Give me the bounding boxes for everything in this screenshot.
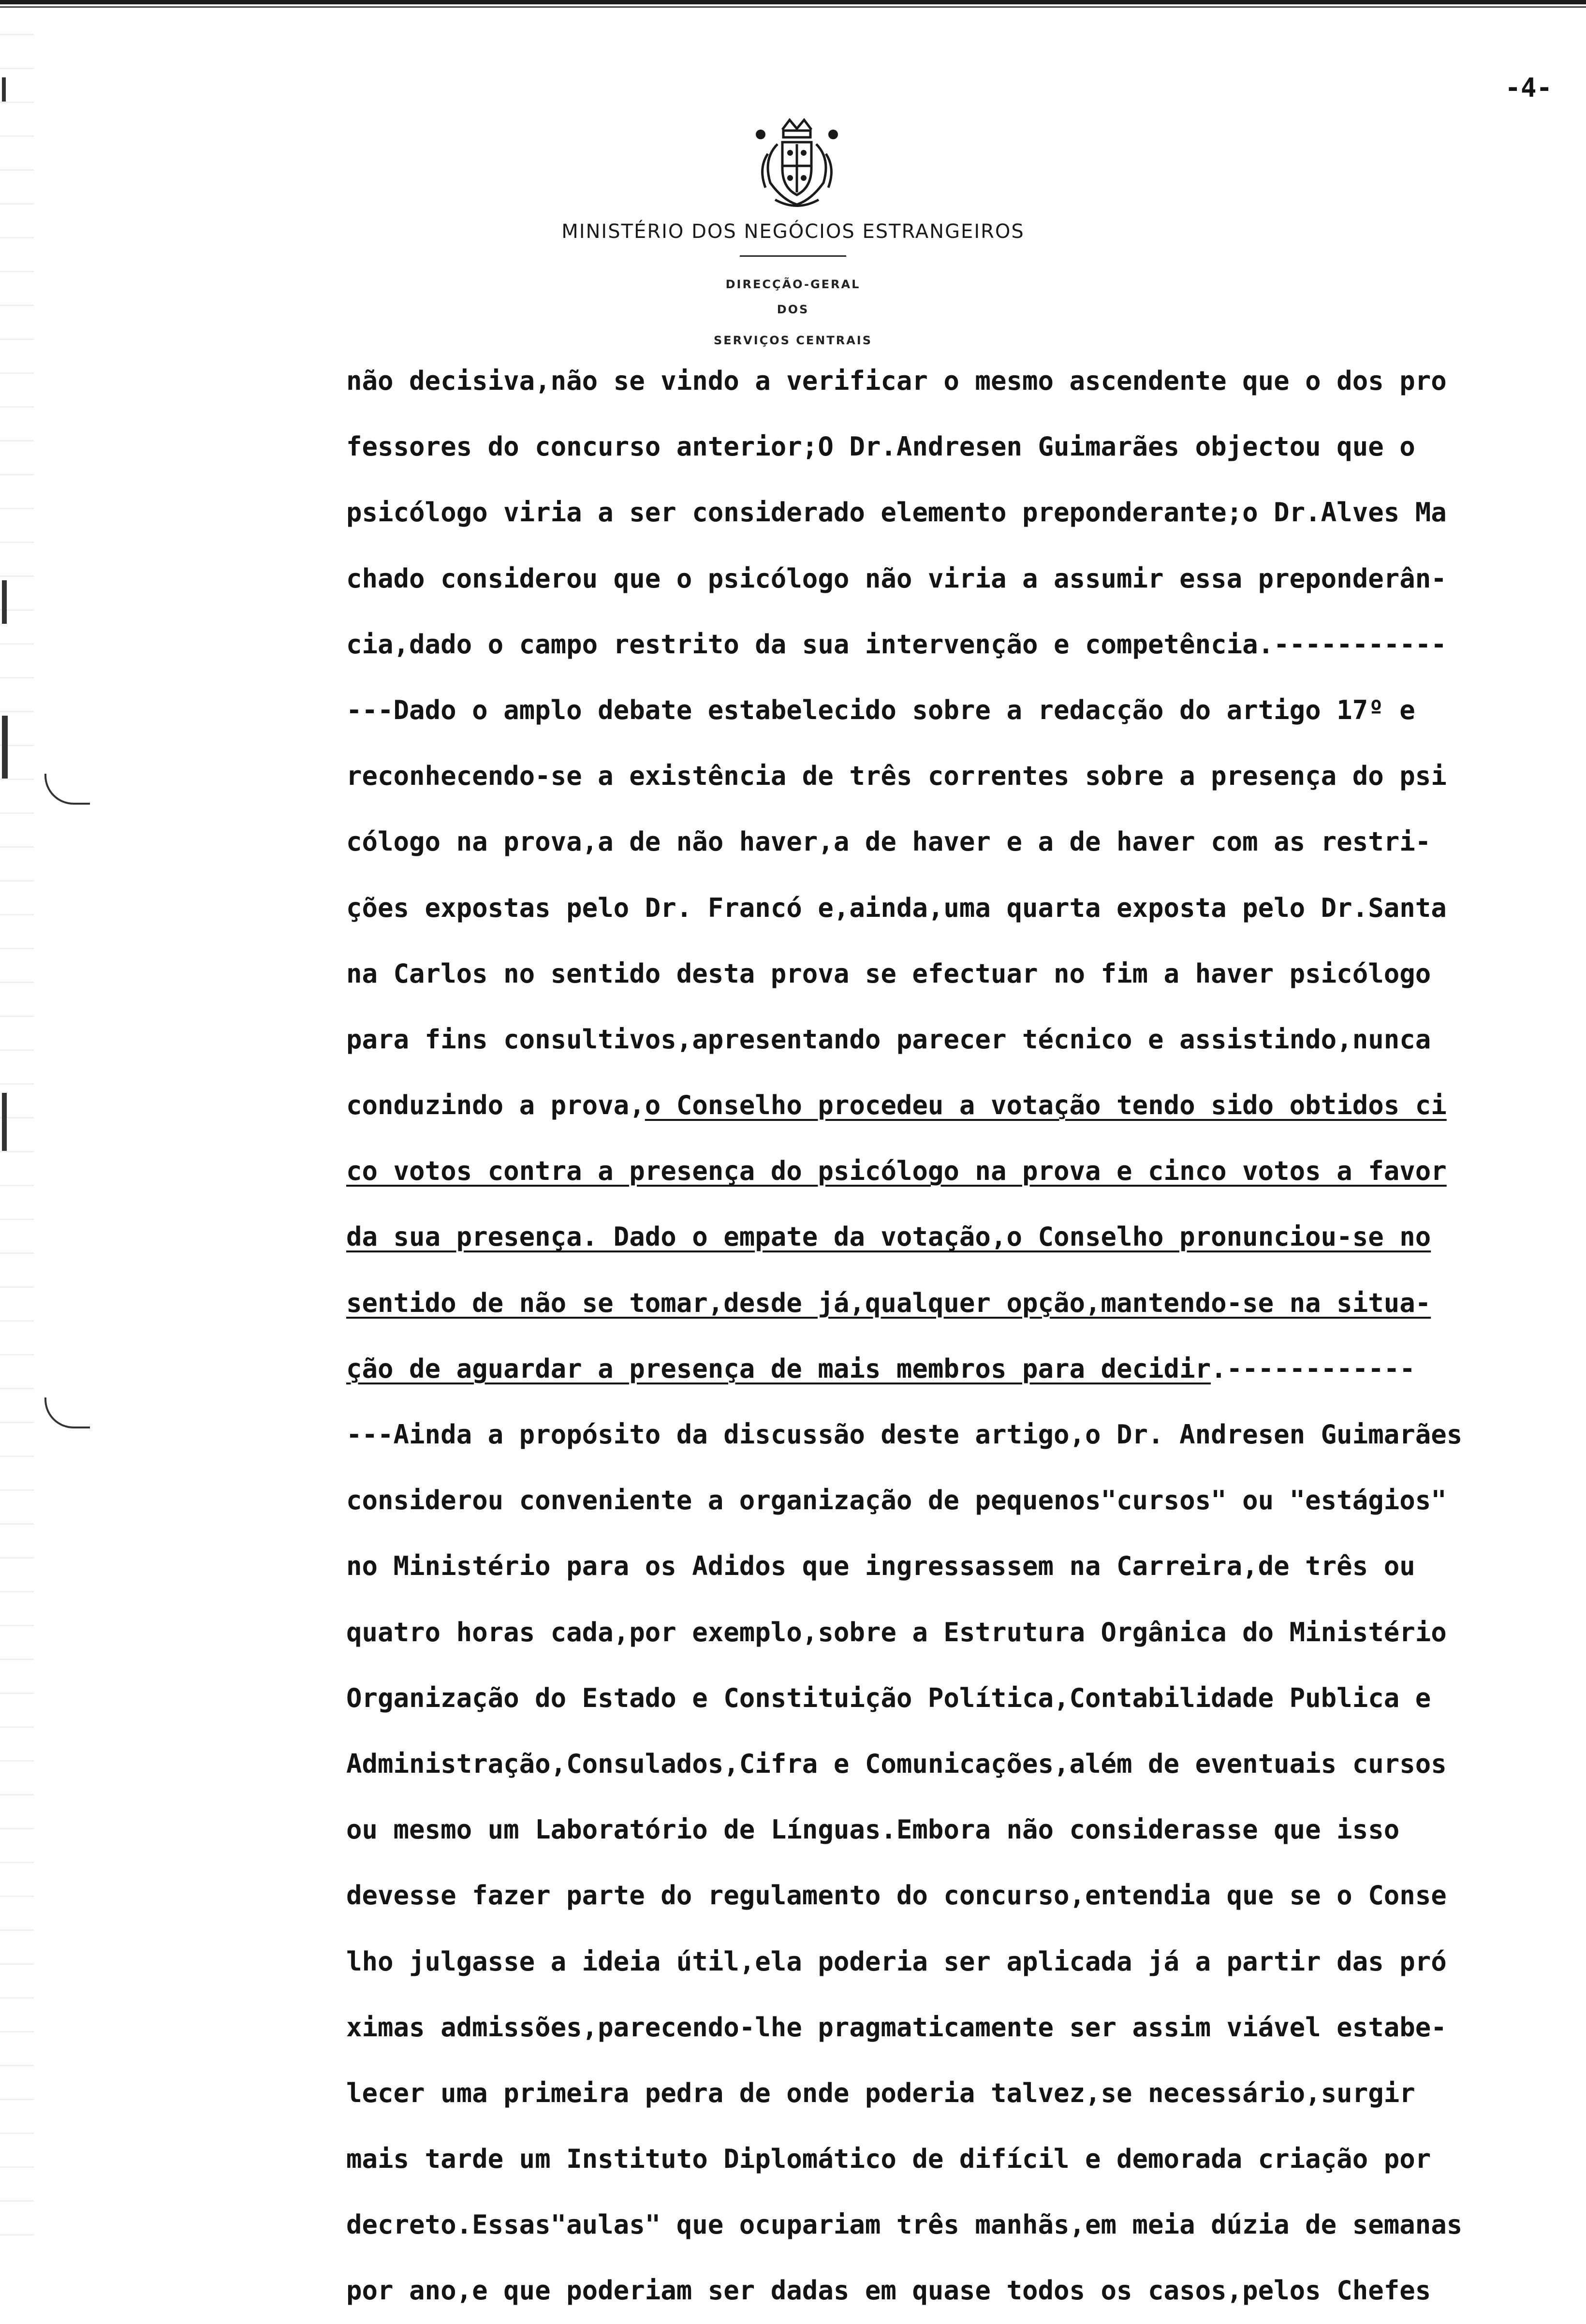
line-text: conduzindo a prova, (346, 1090, 645, 1121)
line-text: ou mesmo um Laboratório de Línguas.Embora não considerasse que isso (346, 1814, 1400, 1845)
text-line (346, 1402, 1584, 1468)
line-text: chado considerou que o psicólogo não viria a assumir essa preponderân- (346, 563, 1447, 594)
line-text: quatro horas cada,por exemplo,sobre a Estrutura Orgânica do Ministério (346, 1617, 1447, 1647)
text-line (346, 743, 1584, 809)
department-line: DIRECÇÃO-GERAL (725, 278, 861, 291)
line-text: .------------ (1211, 1353, 1415, 1384)
line-text: ---Dado o amplo debate estabelecido sobre a redacção do artigo 17º e (346, 694, 1415, 725)
edge-mark (2, 716, 8, 779)
text-line (346, 875, 1584, 941)
text-line (346, 612, 1584, 677)
coat-of-arms-icon (749, 115, 845, 212)
line-text: devesse fazer parte do regulamento do concurso,entendia que se o Conse (346, 1880, 1447, 1911)
text-line (346, 1073, 1584, 1138)
line-text: na Carlos no sentido desta prova se efectuar no fim a haver psicólogo (346, 958, 1431, 989)
line-text: considerou conveniente a organização de pequenos"cursos" ou "estágios" (346, 1485, 1447, 1516)
top-border-rule (0, 0, 1586, 11)
line-text: ximas admissões,parecendo-lhe pragmaticamente ser assim viável estabe- (346, 2012, 1447, 2043)
text-line (346, 1533, 1584, 1599)
line-text: por ano,e que poderiam ser dadas em quase todos os casos,pelos Chefes (346, 2275, 1431, 2306)
page-number: -4- (1505, 73, 1552, 103)
line-text: ções expostas pelo Dr. Francó e,ainda,uma quarta exposta pelo Dr.Santa (346, 892, 1447, 923)
underlined-text: ção de aguardar a presença de mais membros para decidir (346, 1353, 1211, 1384)
text-line (346, 2126, 1584, 2192)
text-line (346, 2192, 1584, 2258)
line-text: no Ministério para os Adidos que ingressassem na Carreira,de três ou (346, 1551, 1415, 1582)
line-text: psicólogo viria a ser considerado elemento preponderante;o Dr.Alves Ma (346, 497, 1447, 528)
line-text: mais tarde um Instituto Diplomático de difícil e demorada criação por (346, 2144, 1431, 2175)
line-text: Administração,Consulados,Cifra e Comunicações,além de eventuais cursos (346, 1748, 1447, 1779)
line-text: lho julgasse a ideia útil,ela poderia ser aplicada já a partir das pró (346, 1946, 1447, 1977)
line-text: lecer uma primeira pedra de onde poderia talvez,se necessário,surgir (346, 2077, 1415, 2108)
text-line (346, 941, 1584, 1007)
text-line (346, 1929, 1584, 1995)
punch-hole-mark (44, 1397, 90, 1428)
text-line (346, 1731, 1584, 1797)
text-line (346, 414, 1584, 480)
text-line (346, 1138, 1584, 1204)
text-line (346, 1863, 1584, 1928)
text-line (346, 1995, 1584, 2060)
underlined-text: da sua presença. Dado o empate da votação,o Conselho pronunciou-se no (346, 1221, 1431, 1252)
line-text: não decisiva,não se vindo a verificar o mesmo ascendente que o dos pro (346, 366, 1447, 396)
department-line: SERVIÇOS CENTRAIS (713, 334, 873, 347)
edge-mark (2, 580, 7, 624)
punch-hole-mark (44, 774, 90, 805)
line-text: para fins consultivos,apresentando parecer técnico e assistindo,nunca (346, 1024, 1431, 1055)
text-line (346, 1270, 1584, 1336)
line-text: cólogo na prova,a de não haver,a de haver e a de haver com as restri- (346, 826, 1431, 857)
text-line (346, 2060, 1584, 2126)
text-line (346, 1336, 1584, 1402)
line-text: ---Ainda a propósito da discussão deste artigo,o Dr. Andresen Guimarães (346, 1419, 1463, 1450)
edge-mark (2, 1093, 7, 1151)
line-text: Organização do Estado e Constituição Política,Contabilidade Publica e (346, 1682, 1431, 1713)
department-line: DOS (777, 303, 809, 316)
line-text: decreto.Essas"aulas" que ocupariam três manhãs,em meia dúzia de semanas (346, 2209, 1463, 2240)
text-line (346, 1468, 1584, 1533)
edge-mark (2, 77, 6, 102)
text-line (346, 1665, 1584, 1731)
text-line (346, 2258, 1584, 2324)
text-line (346, 809, 1584, 875)
text-line (346, 480, 1584, 545)
underlined-text: co votos contra a presença do psicólogo na prova e cinco votos a favor (346, 1156, 1447, 1187)
text-line (346, 546, 1584, 612)
text-line (346, 1204, 1584, 1270)
text-line (346, 1007, 1584, 1073)
ministry-title: MINISTÉRIO DOS NEGÓCIOS ESTRANGEIROS (561, 221, 1025, 243)
letterhead-divider (740, 255, 846, 257)
document-body (346, 348, 1584, 2324)
text-line (346, 348, 1584, 414)
line-text: cia,dado o campo restrito da sua intervenção e competência.----------- (346, 629, 1447, 660)
underlined-text: o Conselho procedeu a votação tendo sido obtidos ci (645, 1090, 1447, 1121)
line-text: reconhecendo-se a existência de três correntes sobre a presença do psi (346, 761, 1447, 792)
underlined-text: sentido de não se tomar,desde já,qualquer opção,mantendo-se na situa- (346, 1287, 1431, 1318)
text-line (346, 677, 1584, 743)
text-line (346, 1600, 1584, 1665)
line-text: fessores do concurso anterior;O Dr.Andresen Guimarães objectou que o (346, 431, 1415, 462)
text-line (346, 1797, 1584, 1863)
